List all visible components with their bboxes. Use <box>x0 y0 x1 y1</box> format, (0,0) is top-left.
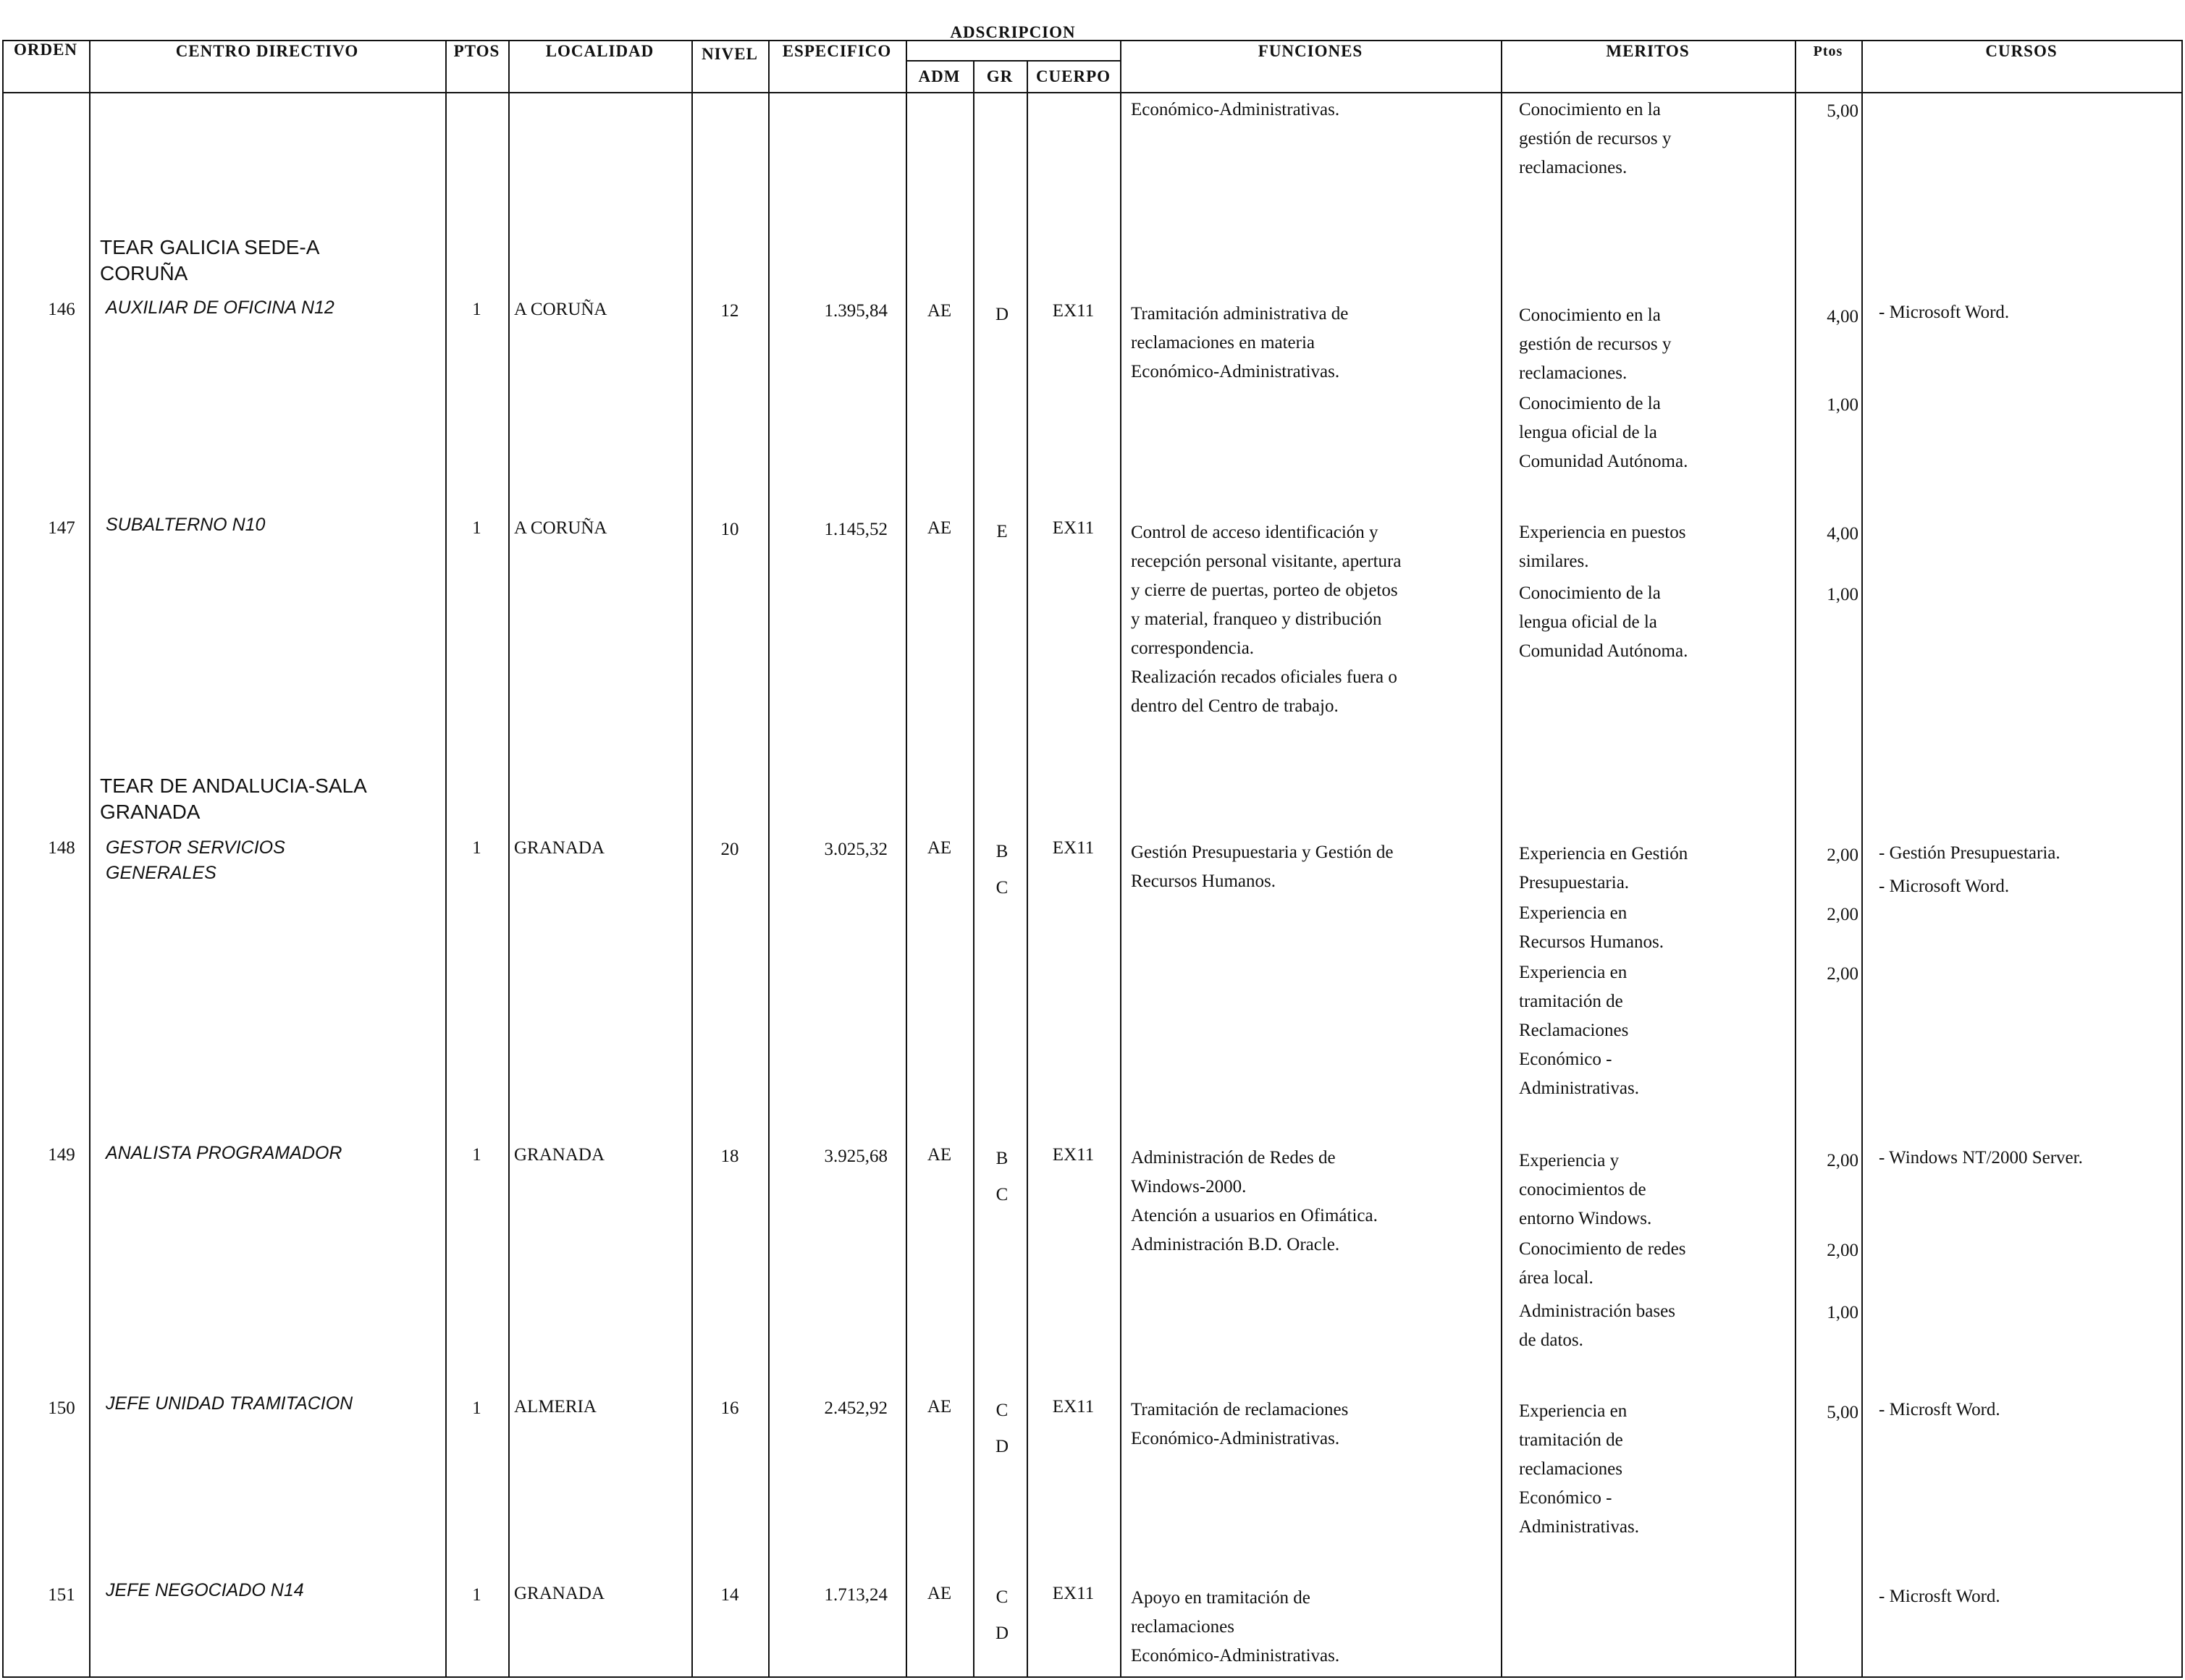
row-cuerpo: EX11 <box>1052 1584 1095 1603</box>
row-ptos: 1 <box>472 1145 481 1165</box>
row-cuerpo: EX11 <box>1052 301 1095 321</box>
header-orden: ORDEN <box>13 41 78 59</box>
header-bottom-border <box>2 92 2181 93</box>
row-especifico: 3.025,32 <box>824 840 888 859</box>
row-gr: B C <box>995 842 1009 898</box>
column-border <box>1861 40 1863 1678</box>
row-funciones: Control de acceso identificación y recepción personal visitante, apertura y cierre de puertas, porteo de objetos y material, franqueo y distribución correspondencia. Realización recados oficiales fuera o dentro del Centro de trabajo. <box>1131 523 1402 716</box>
row-ptos: 1 <box>472 1398 481 1418</box>
row-puesto: JEFE NEGOCIADO N14 <box>106 1580 304 1600</box>
row-puesto: SUBALTERNO N10 <box>106 515 266 535</box>
row-gr: C D <box>995 1587 1009 1643</box>
row-cuerpo: EX11 <box>1052 1397 1095 1417</box>
row-nivel: 16 <box>720 1398 739 1418</box>
row-merito: Experiencia en Gestión Presupuestaria. <box>1519 844 1688 892</box>
column-border <box>508 40 510 1678</box>
header-cuerpo: CUERPO <box>1035 67 1111 85</box>
row-funciones: Administración de Redes de Windows-2000. Atención a usuarios en Ofimática. Administración B.D. Oracle. <box>1131 1148 1378 1254</box>
row-puesto: ANALISTA PROGRAMADOR <box>106 1143 342 1163</box>
row-gr: E <box>996 522 1008 541</box>
continuation-funciones: Económico-Administrativas. <box>1131 100 1340 119</box>
continuation-ptos: 5,00 <box>1827 101 1858 121</box>
row-localidad: GRANADA <box>514 1584 605 1603</box>
row-ptos: 1 <box>472 838 481 858</box>
row-adm: AE <box>927 838 952 858</box>
row-localidad: A CORUÑA <box>514 518 607 538</box>
header-localidad: LOCALIDAD <box>545 42 654 60</box>
continuation-meritos: Conocimiento en la gestión de recursos y reclamaciones. <box>1519 100 1672 177</box>
row-merito: Conocimiento de redes área local. <box>1519 1239 1686 1288</box>
row-ptos: 1 <box>472 300 481 319</box>
row-localidad: ALMERIA <box>514 1397 597 1417</box>
row-gr: D <box>995 305 1009 324</box>
row-orden: 151 <box>48 1585 75 1605</box>
row-orden: 148 <box>48 838 75 858</box>
header-ptos: PTOS <box>453 42 500 60</box>
row-adm: AE <box>927 1145 952 1165</box>
row-cursos: - Gestión Presupuestaria. - Microsoft Word. <box>1879 843 2060 896</box>
row-merito: Experiencia y conocimientos de entorno Windows. <box>1519 1151 1652 1228</box>
row-merito: Experiencia en puestos similares. <box>1519 523 1686 571</box>
row-gr: C D <box>995 1401 1009 1456</box>
adscripcion-divider <box>906 60 1120 62</box>
row-nivel: 20 <box>720 840 739 859</box>
row-merito: Conocimiento de la lengua oficial de la Comunidad Autónoma. <box>1519 394 1688 471</box>
header-nivel: NIVEL <box>702 45 758 63</box>
row-nivel: 12 <box>720 301 739 321</box>
row-merito-ptos: 4,00 <box>1827 524 1858 544</box>
header-cursos: CURSOS <box>1985 42 2058 60</box>
row-merito: Conocimiento de la lengua oficial de la Comunidad Autónoma. <box>1519 583 1688 661</box>
section-heading: TEAR DE ANDALUCIA-SALA GRANADA <box>100 774 367 823</box>
row-merito: Experiencia en tramitación de Reclamaciones Económico - Administrativas. <box>1519 963 1639 1098</box>
header-especifico: ESPECIFICO <box>782 42 892 60</box>
row-funciones: Apoyo en tramitación de reclamaciones Económico-Administrativas. <box>1131 1588 1340 1666</box>
row-ptos: 1 <box>472 1585 481 1605</box>
row-nivel: 10 <box>720 520 739 539</box>
row-nivel: 18 <box>720 1147 739 1166</box>
row-merito-ptos: 1,00 <box>1827 1303 1858 1322</box>
row-localidad: GRANADA <box>514 1145 605 1165</box>
row-funciones: Tramitación de reclamaciones Económico-Administrativas. <box>1131 1400 1349 1448</box>
header-gr: GR <box>986 67 1014 85</box>
row-orden: 149 <box>48 1145 75 1165</box>
row-cursos: - Windows NT/2000 Server. <box>1879 1148 2083 1168</box>
row-especifico: 3.925,68 <box>824 1147 888 1166</box>
row-merito-ptos: 2,00 <box>1827 1241 1858 1260</box>
column-border <box>1501 40 1502 1678</box>
row-adm: AE <box>927 301 952 321</box>
row-adm: AE <box>927 518 952 538</box>
row-cursos: - Microsoft Word. <box>1879 303 2010 322</box>
row-cursos: - Microsft Word. <box>1879 1400 2000 1419</box>
row-especifico: 2.452,92 <box>824 1398 888 1418</box>
row-localidad: A CORUÑA <box>514 300 607 319</box>
row-orden: 146 <box>48 300 75 319</box>
row-merito-ptos: 2,00 <box>1827 1151 1858 1170</box>
row-merito-ptos: 2,00 <box>1827 964 1858 984</box>
header-meritos: MERITOS <box>1606 42 1690 60</box>
row-orden: 147 <box>48 518 75 538</box>
row-merito: Conocimiento en la gestión de recursos y reclamaciones. <box>1519 305 1672 383</box>
row-merito-ptos: 5,00 <box>1827 1403 1858 1422</box>
row-merito-ptos: 1,00 <box>1827 395 1858 415</box>
row-cuerpo: EX11 <box>1052 518 1095 538</box>
row-nivel: 14 <box>720 1585 739 1605</box>
header-centro-directivo: CENTRO DIRECTIVO <box>175 42 359 60</box>
row-orden: 150 <box>48 1398 75 1418</box>
row-puesto: GESTOR SERVICIOS GENERALES <box>106 837 285 883</box>
row-cuerpo: EX11 <box>1052 1145 1095 1165</box>
row-cuerpo: EX11 <box>1052 838 1095 858</box>
header-funciones: FUNCIONES <box>1258 42 1363 60</box>
row-merito-ptos: 4,00 <box>1827 307 1858 326</box>
row-merito-ptos: 2,00 <box>1827 905 1858 924</box>
header-adm: ADM <box>918 67 961 85</box>
row-merito: Administración bases de datos. <box>1519 1301 1675 1350</box>
row-merito: Experiencia en Recursos Humanos. <box>1519 903 1664 952</box>
row-puesto: JEFE UNIDAD TRAMITACION <box>106 1393 353 1414</box>
section-heading: TEAR GALICIA SEDE-A CORUÑA <box>100 236 320 284</box>
header-ptos-meritos: Ptos <box>1813 43 1843 59</box>
row-merito: Experiencia en tramitación de reclamaciones Económico - Administrativas. <box>1519 1401 1639 1537</box>
column-border <box>1120 40 1121 1678</box>
row-puesto: AUXILIAR DE OFICINA N12 <box>106 297 334 318</box>
row-adm: AE <box>927 1397 952 1417</box>
row-funciones: Tramitación administrativa de reclamaciones en materia Económico-Administrativas. <box>1131 304 1349 381</box>
row-localidad: GRANADA <box>514 838 605 858</box>
row-gr: B C <box>995 1149 1009 1204</box>
row-especifico: 1.713,24 <box>824 1585 888 1605</box>
row-merito-ptos: 2,00 <box>1827 845 1858 865</box>
column-border <box>2181 40 2183 1678</box>
column-border <box>2 40 4 1678</box>
table-bottom-border <box>2 1676 2181 1678</box>
row-especifico: 1.145,52 <box>824 520 888 539</box>
header-adscripcion: ADSCRIPCION <box>950 23 1076 41</box>
row-merito-ptos: 1,00 <box>1827 585 1858 604</box>
row-funciones: Gestión Presupuestaria y Gestión de Recursos Humanos. <box>1131 843 1394 891</box>
row-adm: AE <box>927 1584 952 1603</box>
row-cursos: - Microsft Word. <box>1879 1587 2000 1606</box>
row-especifico: 1.395,84 <box>824 301 888 321</box>
row-ptos: 1 <box>472 518 481 538</box>
